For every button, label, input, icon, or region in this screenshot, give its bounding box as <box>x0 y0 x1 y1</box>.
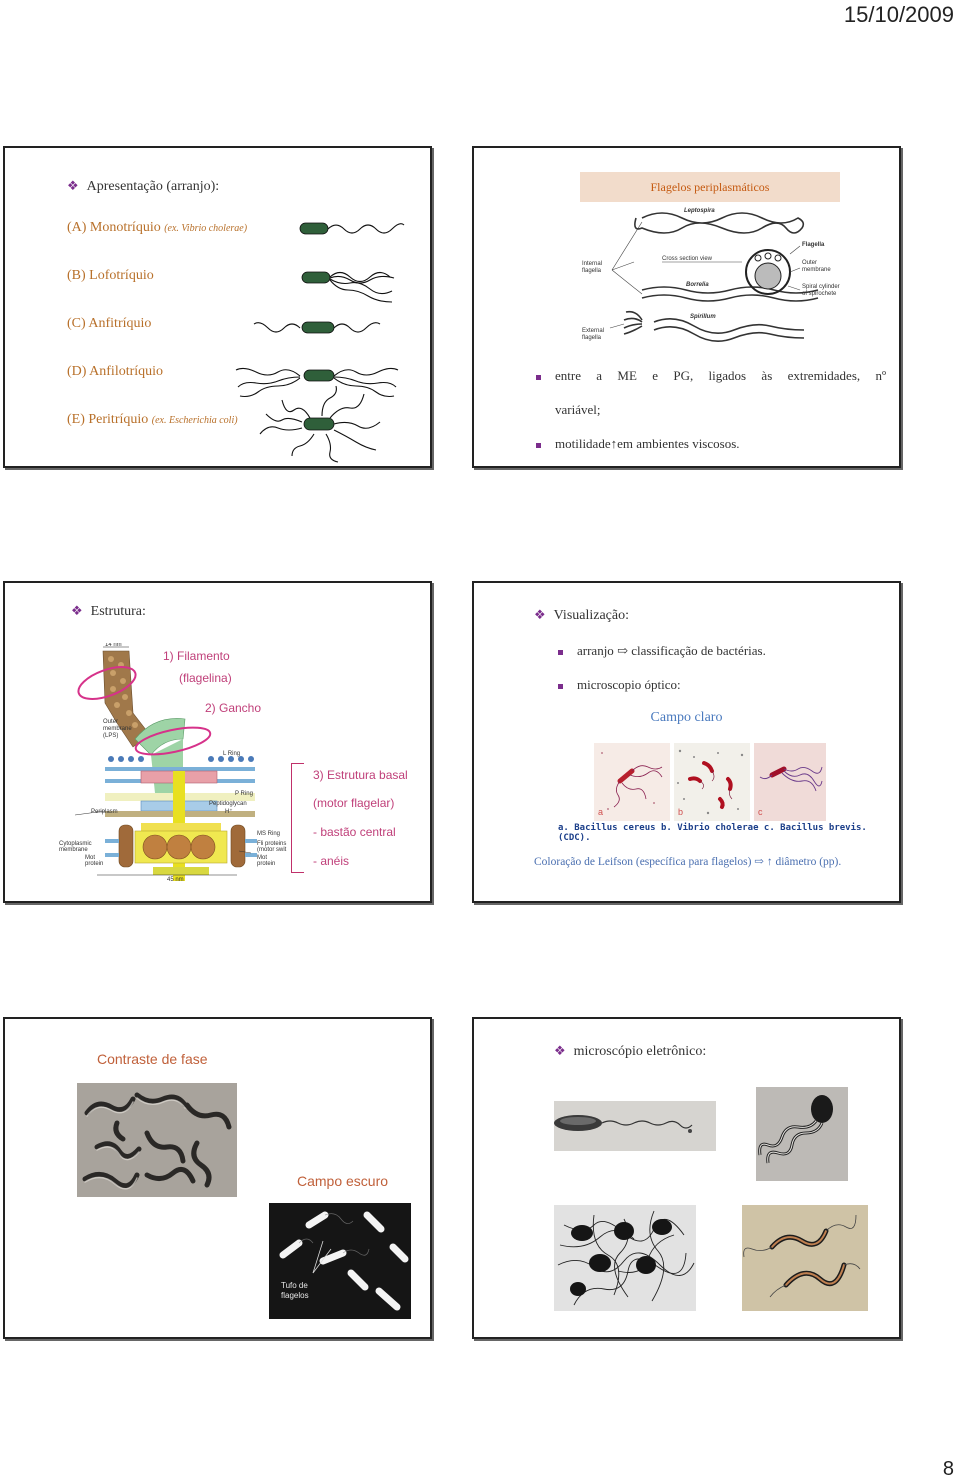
flagellum-structure-diagram <box>55 643 300 883</box>
diamond-bullet-icon: ❖ <box>554 1043 566 1058</box>
arrow-up-icon: ↑ <box>610 436 618 451</box>
label-lps: (LPS) <box>103 733 119 739</box>
square-bullet-icon <box>558 684 563 689</box>
label-peptidoglycan: Peptidoglycan <box>209 801 247 807</box>
periplasmic-title-box <box>580 172 840 202</box>
micrograph-caption: a. Bacillus cereus b. Vibrio cholerae c. Bacillus brevis. (CDC). <box>558 823 867 843</box>
label-internal: Internal <box>582 261 603 267</box>
label-cross-section: Cross section view <box>662 256 713 262</box>
bullet-motility: motilidade↑em ambientes viscosos. <box>536 436 740 452</box>
label-estrutura-basal: 3) Estrutura basal <box>313 768 408 782</box>
micrograph-bacillus-brevis <box>754 743 826 821</box>
bullet-microscopio: microscopio óptico: <box>558 677 681 693</box>
arrow-right-icon: ⇨ <box>754 856 764 868</box>
micrograph-phase-contrast <box>77 1083 237 1197</box>
micrograph-bacillus-cereus <box>594 743 670 821</box>
label-aneis: - anéis <box>313 854 350 868</box>
micrograph-vibrio-cholerae <box>674 743 750 821</box>
slide-electron-microscope <box>472 1017 901 1339</box>
arrangement-row-d: (D) Anfilotríquio <box>67 364 164 379</box>
label-spirillum: Spirillum <box>690 314 716 320</box>
diamond-bullet-icon: ❖ <box>534 607 546 622</box>
slide-structure <box>3 581 432 903</box>
arrow-right-icon: ⇨ <box>617 643 628 658</box>
slide-title: ❖ Visualização: <box>534 607 630 623</box>
spirochete-diagram <box>582 202 842 344</box>
label-cyto-membrane: membrane <box>59 847 88 853</box>
label-a: a <box>598 807 604 817</box>
arrangement-row-e: (E) Peritríquio (ex. Escherichia coli) <box>67 412 238 427</box>
basal-bracket <box>291 763 304 873</box>
label-flagelina: (flagelina) <box>179 671 232 685</box>
slide-flagella-arrangement <box>3 146 432 468</box>
label-mot-protein-right: protein <box>257 861 276 867</box>
em-image-curved-bacteria <box>742 1205 868 1311</box>
arrangement-row-b: (B) Lofotríquio <box>67 268 154 283</box>
label-gancho: 2) Gancho <box>205 701 262 715</box>
title-contraste-de-fase: Contraste de fase <box>97 1051 208 1067</box>
label-outer-membrane: membrane <box>802 267 831 273</box>
label-c: c <box>758 807 763 817</box>
diamond-bullet-icon: ❖ <box>67 178 79 193</box>
header-date: 15/10/2009 <box>843 2 954 27</box>
label-spiral-1: Spiral cylinder <box>802 284 840 290</box>
label-internal-flagella: flagella <box>582 268 602 274</box>
slide-visualization <box>472 581 901 903</box>
title-campo-escuro: Campo escuro <box>297 1173 389 1189</box>
label-motor-flagelar: (motor flagelar) <box>313 796 395 810</box>
label-external: External <box>582 328 605 334</box>
slide-title: ❖ Estrutura: <box>71 603 146 619</box>
label-spiral-2: of spirochete <box>802 291 837 297</box>
label-14nm: 14 nm <box>105 643 122 648</box>
label-borrelia: Borrelia <box>686 282 709 288</box>
subtitle-campo-claro: Campo claro <box>650 710 723 725</box>
label-flagelos: flagelos <box>281 1291 309 1300</box>
label-b: b <box>678 807 684 817</box>
bullet-location-cont: variável; <box>555 402 601 417</box>
label-filamento: 1) Filamento <box>163 649 230 663</box>
label-mot-right: Mot <box>257 855 268 861</box>
arrangement-row-c: (C) Anfitríquio <box>67 316 152 331</box>
label-fli: Fli proteins <box>257 841 287 847</box>
label-external-flagella: flagella <box>582 335 602 341</box>
bullet-location: entre a ME e PG, ligados às extremidades, nº <box>536 368 886 384</box>
bullet-arranjo: arranjo ⇨ classificação de bactérias. <box>558 643 766 659</box>
label-flagella: Flagella <box>802 242 825 248</box>
label-membrane: membrane <box>103 726 132 732</box>
diamond-bullet-icon: ❖ <box>71 603 83 618</box>
slide-phase-dark-field <box>3 1017 432 1339</box>
label-45nm: 45 nm <box>167 877 184 883</box>
slide-periplasmic-flagella <box>472 146 901 468</box>
em-image-single-flagellum <box>554 1101 716 1151</box>
periplasmic-title: Flagelos periplasmáticos <box>650 180 770 194</box>
label-h-plus: H⁺ <box>225 809 233 815</box>
slide-title: ❖ microscópio eletrônico: <box>554 1043 707 1059</box>
square-bullet-icon <box>558 650 563 655</box>
square-bullet-icon <box>536 375 541 380</box>
label-bastao: - bastão central <box>313 825 396 839</box>
em-image-peritrichous <box>554 1205 696 1311</box>
label-p-ring: P Ring <box>235 791 253 797</box>
arrow-up-icon: ↑ <box>766 856 773 868</box>
arrangement-row-a: (A) Monotríquio (ex. Vibrio cholerae) <box>67 220 248 235</box>
label-mot-protein: protein <box>85 861 104 867</box>
label-tufo-de: Tufo de <box>281 1281 308 1290</box>
page-number: 8 <box>942 1458 954 1480</box>
leifson-note: Coloração de Leifson (específica para flagelos) ⇨ ↑ diâmetro (pp). <box>534 856 842 868</box>
flagella-arrangement-illustration <box>230 208 420 463</box>
label-leptospira: Leptospira <box>684 208 715 214</box>
label-outer: Outer <box>103 719 119 725</box>
label-motor-switch: (motor swit <box>257 847 287 853</box>
label-outer: Outer <box>802 260 818 266</box>
label-periplasm: Periplasm <box>91 809 118 815</box>
em-image-spiral-flagella <box>756 1087 848 1181</box>
label-l-ring: L Ring <box>223 751 241 757</box>
label-mot: Mot <box>85 855 96 861</box>
square-bullet-icon <box>536 443 541 448</box>
label-cytoplasmic: Cytoplasmic <box>59 841 92 847</box>
micrograph-dark-field <box>269 1203 411 1319</box>
slide-title: ❖ Apresentação (arranjo): <box>67 178 220 194</box>
label-ms-ring: MS Ring <box>257 831 281 837</box>
